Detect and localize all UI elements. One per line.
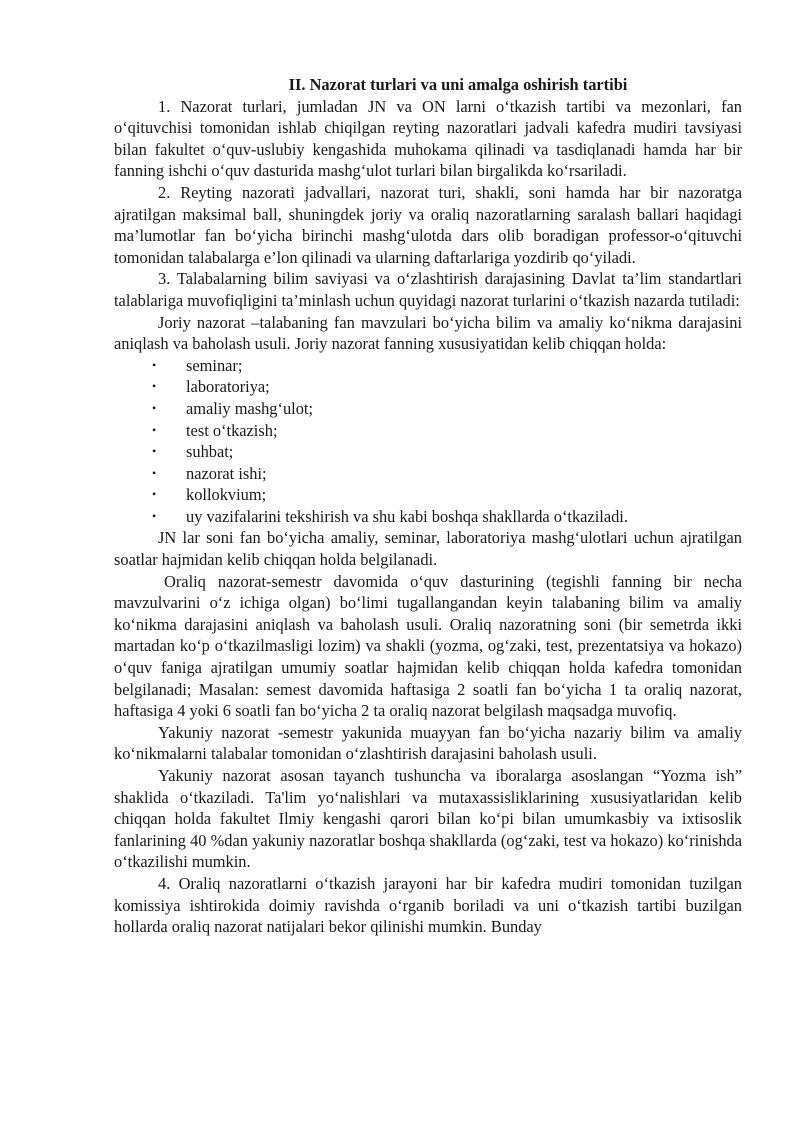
- bullet-icon: •: [152, 444, 157, 459]
- list-item: • nazorat ishi;: [152, 463, 267, 483]
- list-item: • amaliy mashg‘ulot;: [152, 398, 314, 418]
- list-item: • test o‘tkazish;: [152, 420, 278, 440]
- list-item: • seminar;: [152, 355, 243, 375]
- bullet-icon: •: [152, 465, 157, 480]
- paragraph-3: 3. Talabalarning bilim saviyasi va o‘zlashtirish darajasining Davlat ta’lim standartlari talablariga muvofiqligini ta’minlash uchun quyidagi nazorat turlarini o‘tkazish nazarda tutiladi:: [114, 269, 742, 310]
- paragraph-yakuniy-nazorat: Yakuniy nazorat -semestr yakunida muayyan fan bo‘yicha nazariy bilim va amaliy ko‘nikmalarni talabalar tomonidan o‘zlashtirish darajasini baholash usuli.: [114, 722, 742, 764]
- section-title: II. Nazorat turlari va uni amalga oshirish tartibi: [288, 75, 628, 94]
- bullet-icon: •: [152, 400, 157, 415]
- paragraph-jn-count: JN lar soni fan bo‘yicha amaliy, seminar, laboratoriya mashg‘ulotlari uchun ajratilgan soatlar hajmidan kelib chiqqan holda belgilanadi.: [114, 528, 742, 570]
- bullet-icon: •: [152, 422, 157, 437]
- paragraph-joriy-nazorat: Joriy nazorat –talabaning fan mavzulari bo‘yicha bilim va amaliy ko‘nikma darajasini aniqlash va baholash usuli. Joriy nazorat fanning xususiyatidan kelib chiqqan holda:: [114, 312, 742, 354]
- paragraph-oraliq-nazorat: Oraliq nazorat-semestr davomida o‘quv dasturining (tegishli fanning bir necha mavzulvarini o‘z ichiga olgan) bo‘limi tugallangandan keyin talabaning bilim va amaliy ko‘nikma darajasini aniqlash va baholash usuli. Oraliq nazoratning soni (bir semetrda ikki martadan ko‘p o‘tkazilmasligi lozim) va shakli (yozma, og‘zaki, test, prezentatsiya va hokazo) o‘quv faniga ajratilgan umumiy soatlar hajmidan kelib chiqqan holda kafedra tomonidan belgilanadi; Masalan: semest davomida haftasiga 2 soatli fan bo‘yicha 1 ta oraliq nazorat, haftasiga 4 yoki 6 soatli fan bo‘yicha 2 ta oraliq nazorat belgilash maqsadga muvofiq.: [114, 571, 742, 721]
- paragraph-2: 2. Reyting nazorati jadvallari, nazorat turi, shakli, soni hamda har bir nazoratga ajratilgan maksimal ball, shuningdek joriy va oraliq nazoratlarning saralash ballari haqidagi ma’lumotlar fan bo‘yicha birinchi mashg‘ulotda dars olib boradigan professor-o‘qituvchi tomonidan talabalarga e’lon qilinadi va ularning daftarlariga yozdirib qo‘yiladi.: [114, 182, 742, 267]
- list-item: • kollokvium;: [152, 485, 267, 505]
- list-item: • suhbat;: [152, 442, 234, 462]
- list-item: • uy vazifalarini tekshirish va shu kabi boshqa shakllarda o‘tkaziladi.: [152, 506, 628, 526]
- bullet-icon: •: [152, 508, 157, 523]
- bullet-icon: •: [152, 357, 157, 372]
- bullet-icon: •: [152, 487, 157, 502]
- paragraph-yakuniy-form: Yakuniy nazorat asosan tayanch tushuncha va iboralarga asoslangan “Yozma ish” shaklida o‘tkaziladi. Ta'lim yo‘nalishlari va mutaxassisliklarining xususiyatlaridan kelib chiqqan holda fakultet Ilmiy kengashi qarori bilan ko‘pi bilan umumkasbiy va ixtisoslik fanlarining 40 %dan yakuniy nazoratlar boshqa shakllarda (og‘zaki, test va hokazo) ko‘rinishda o‘tkazilishi mumkin.: [114, 766, 742, 872]
- bullet-icon: •: [152, 379, 157, 394]
- list-item: • laboratoriya;: [152, 377, 270, 397]
- control-forms-list: [114, 355, 742, 528]
- paragraph-4: 4. Oraliq nazoratlarni o‘tkazish jarayoni har bir kafedra mudiri tomonidan tuzilgan komissiya ishtirokida doimiy ravishda o‘rganib boriladi va uni o‘tkazish tartibi buzilgan hollarda oraliq nazorat natijalari bekor qilinishi mumkin. Bunday: [114, 873, 742, 937]
- paragraph-1: 1. Nazorat turlari, jumladan JN va ON larni o‘tkazish tartibi va mezonlari, fan o‘qituvchisi tomonidan ishlab chiqilgan reyting nazoratlari jadvali kafedra mudiri tavsiyasi bilan fakultet o‘quv-uslubiy kengashida muhokama qilinadi va tasdiqlanadi hamda har bir fanning ishchi o‘quv dasturida mashg‘ulot turlari bilan birgalikda ko‘rsariladi.: [114, 96, 742, 181]
